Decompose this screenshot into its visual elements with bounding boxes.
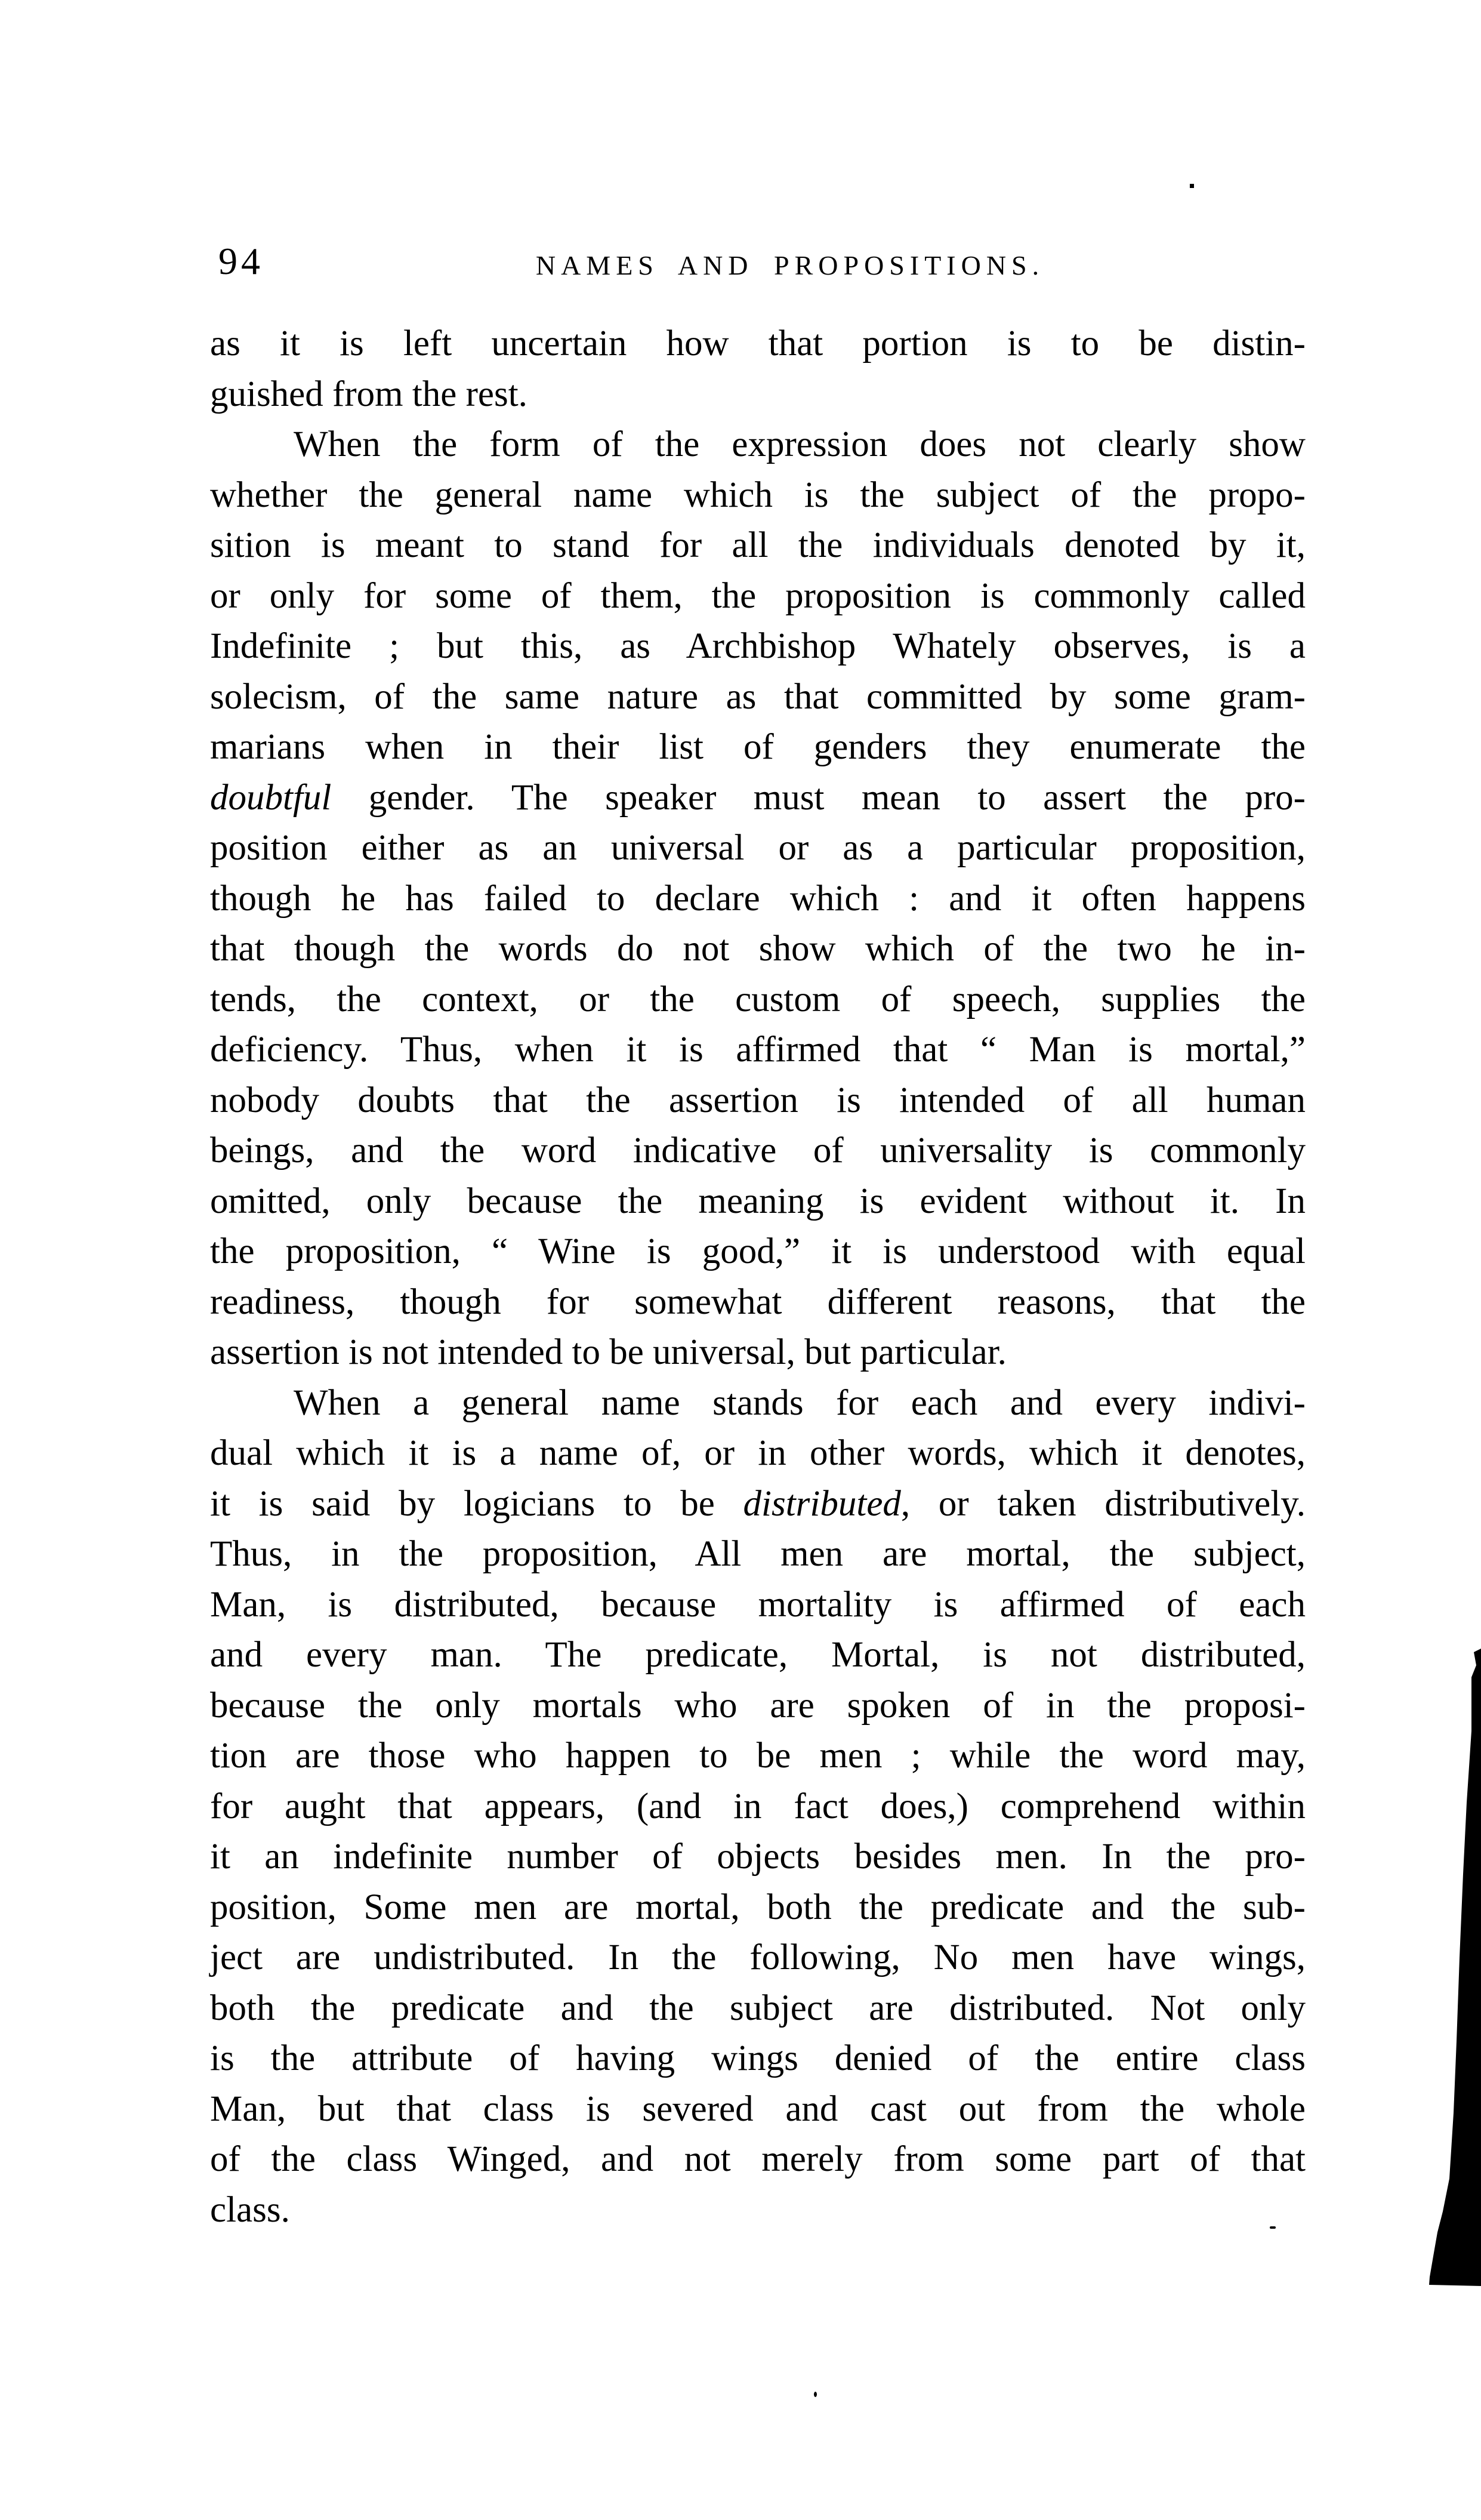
text-line [210, 1681, 1306, 1732]
text-line [210, 1176, 1306, 1227]
text-line [210, 571, 1306, 622]
text-segment: Thus, in the proposition, All men are mortal, the subject, [210, 1534, 1306, 1574]
text-segment: Indefinite ; but this, as Archbishop Whately observes, is a [210, 626, 1306, 666]
text-line [210, 1227, 1306, 1277]
text-line [210, 1731, 1306, 1782]
text-line [210, 470, 1306, 521]
text-line [210, 2034, 1306, 2084]
text-line [210, 975, 1306, 1025]
text-segment: both the predicate and the subject are distributed. Not only [210, 1988, 1306, 2028]
text-line [210, 1933, 1306, 1983]
text-segment: tends, the context, or the custom of speech, supplies the [210, 979, 1306, 1019]
scan-speck [814, 2392, 817, 2397]
text-line [210, 1428, 1306, 1479]
text-segment: or only for some of them, the proposition is commonly called [210, 575, 1306, 616]
text-line [210, 420, 1306, 470]
text-line [210, 924, 1306, 975]
text-segment: When the form of the expression does not clearly show [294, 424, 1306, 464]
text-line [210, 2134, 1306, 2185]
text-segment: solecism, of the same nature as that committed by some gram- [210, 676, 1306, 717]
text-segment: is the attribute of having wings denied of the entire class [210, 2038, 1306, 2078]
text-segment: dual which it is a name of, or in other words, which it denotes, [210, 1433, 1306, 1473]
text-segment: position, Some men are mortal, both the predicate and the sub- [210, 1887, 1306, 1927]
text-segment: the proposition, “ Wine is good,” it is understood with equal [210, 1231, 1306, 1271]
text-line [210, 722, 1306, 773]
text-segment: though he has failed to declare which : and it often happens [210, 878, 1306, 919]
text-line [210, 773, 1306, 824]
text-segment: as it is left uncertain how that portion is to be distin- [210, 324, 1306, 363]
text-line [210, 1782, 1306, 1832]
text-segment: it is said by logicians to be [210, 1483, 743, 1524]
text-segment: gender. The speaker must mean to assert the pro- [331, 777, 1306, 818]
text-line [210, 1025, 1306, 1076]
text-line [210, 2185, 1306, 2236]
text-line [210, 1277, 1306, 1328]
text-line [210, 1630, 1306, 1681]
text-segment: sition is meant to stand for all the individuals denoted by it, [210, 525, 1306, 565]
text-line [210, 1076, 1306, 1126]
text-segment: omitted, only because the meaning is evident without it. In [210, 1181, 1306, 1221]
text-segment: of the class Winged, and not merely from some part of that [210, 2139, 1306, 2179]
text-line [210, 874, 1306, 925]
text-segment: Man, but that class is severed and cast out from the whole [210, 2088, 1306, 2129]
text-line [210, 1378, 1306, 1429]
text-line [210, 1327, 1306, 1378]
running-head: NAMES AND PROPOSITIONS. [535, 250, 1045, 281]
text-segment: beings, and the word indicative of universality is commonly [210, 1130, 1306, 1170]
text-segment: class. [210, 2189, 290, 2230]
text-segment: whether the general name which is the subject of the propo- [210, 475, 1306, 515]
text-segment: position either as an universal or as a particular proposition, [210, 828, 1306, 868]
text-segment: deficiency. Thus, when it is affirmed that “ Man is mortal,” [210, 1030, 1306, 1070]
text-segment: it an indefinite number of objects besides men. In the pro- [210, 1837, 1306, 1877]
text-line [210, 1883, 1306, 1933]
text-segment: because the only mortals who are spoken of in the proposi- [210, 1685, 1306, 1726]
page-number: 94 [218, 240, 264, 282]
text-segment: marians when in their list of genders they enumerate the [210, 727, 1306, 767]
body-text [210, 319, 1306, 2235]
text-segment: and every man. The predicate, Mortal, is not distributed, [210, 1635, 1306, 1675]
text-segment: guished from the rest. [210, 374, 527, 414]
text-line [210, 1832, 1306, 1883]
text-line [210, 1479, 1306, 1530]
scan-speck [1190, 184, 1194, 188]
text-line [210, 1983, 1306, 2034]
italic-text: doubtful [210, 777, 332, 818]
scan-artifact-right-edge [1427, 1649, 1481, 2286]
text-line [210, 1529, 1306, 1580]
text-line [210, 1580, 1306, 1631]
text-segment: , or taken distributively. [900, 1483, 1306, 1524]
text-segment: that though the words do not show which of the two he in- [210, 929, 1306, 969]
text-line [210, 369, 1306, 420]
text-segment: ject are undistributed. In the following, No men have wings, [210, 1937, 1306, 1977]
text-line [210, 672, 1306, 723]
text-segment: Man, is distributed, because mortality is affirmed of each [210, 1584, 1306, 1625]
text-line [210, 1126, 1306, 1176]
scan-speck [1270, 2226, 1276, 2229]
text-segment: readiness, though for somewhat different reasons, that the [210, 1281, 1306, 1322]
text-line [210, 823, 1306, 874]
text-segment: nobody doubts that the assertion is intended of all human [210, 1080, 1306, 1120]
text-segment: tion are those who happen to be men ; while the word may, [210, 1736, 1306, 1776]
text-segment: When a general name stands for each and every indivi- [294, 1382, 1306, 1423]
text-segment: assertion is not intended to be universal, but particular. [210, 1332, 1007, 1372]
text-line [210, 520, 1306, 571]
text-line [210, 319, 1306, 369]
text-segment: for aught that appears, (and in fact does,) comprehend within [210, 1786, 1306, 1826]
text-line [210, 2084, 1306, 2135]
text-line [210, 621, 1306, 672]
italic-text: distributed [743, 1483, 901, 1524]
